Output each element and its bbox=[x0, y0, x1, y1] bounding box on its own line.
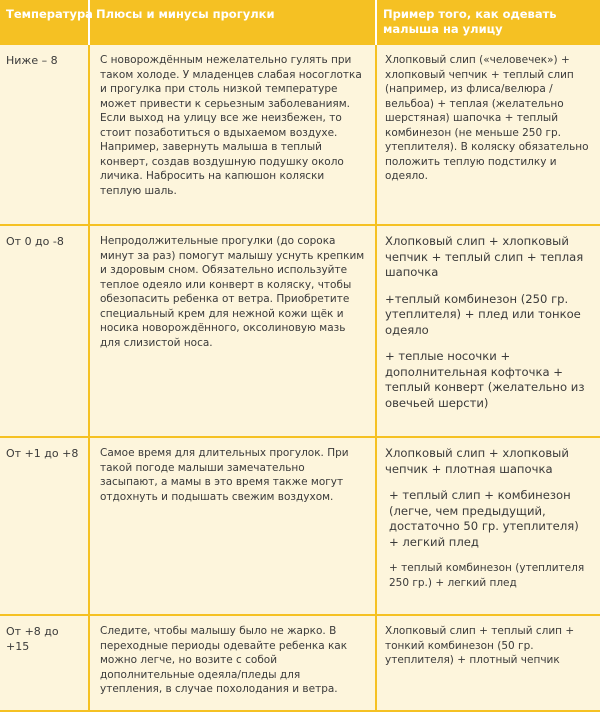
table-row bbox=[0, 225, 600, 437]
table-header-row bbox=[0, 0, 600, 45]
table-row bbox=[0, 615, 600, 711]
dress-item: +теплый комбинезон (250 гр. утеплителя) + плед или тонкое одеяло bbox=[385, 291, 581, 337]
dress-cell bbox=[376, 45, 600, 225]
temperature-cell: От +8 до +15 bbox=[0, 615, 89, 711]
pros-cons-cell: Следите, чтобы малышу было не жарко. В переходные периоды одевайте ребенка как можно легче, но возите с собой дополнительные одеяла/пледы для утепления, в случае похолодания и ветра. bbox=[89, 615, 376, 711]
header-pros-cons: Плюсы и минусы прогулки bbox=[89, 0, 376, 45]
dress-cell bbox=[376, 437, 600, 615]
temperature-cell: От +1 до +8 bbox=[0, 437, 89, 615]
dress-item: Хлопковый слип + хлопковый чепчик + плотная шапочка bbox=[385, 446, 569, 476]
dress-item: + теплые носочки + дополнительная кофточка + теплый конверт (желательно из овечьей шерсти) bbox=[385, 349, 585, 410]
dress-item: + теплый слип + комбинезон (легче, чем предыдущий, достаточно 50 гр. утеплителя) + легкий плед bbox=[389, 488, 579, 549]
dress-cell bbox=[376, 225, 600, 437]
temperature-cell: От 0 до -8 bbox=[0, 225, 89, 437]
pros-cons-cell: Непродолжительные прогулки (до сорока минут за раз) помогут малышу уснуть крепким и здоровым сном. Обязательно используйте теплое одеяло или конверт в коляску, чтобы обезопасить ребенка от ветра. Приобретите специальный крем для нежной кожи щёк и носика новорождённого, оксолиновую мазь для слизистой носа. bbox=[89, 225, 376, 437]
dress-item: Хлопковый слип («человечек») + хлопковый чепчик + теплый слип (например, из флиса/велюра /вельбоа) + теплая (желательно шерстяная) шапочка + теплый комбинезон (не меньше 250 гр. утеплителя). В коляску обязательно положить теплую подстилку и одеяло. bbox=[385, 54, 589, 182]
pros-cons-cell: С новорождённым нежелательно гулять при таком холоде. У младенцев слабая носоглотка и прогулка при столь низкой температуре может привести к серьезным заболеваниям. Если выход на улицу все же неизбежен, то стоит позаботиться о вдыхаемом воздухе. Например, завернуть малыша в теплый конверт, создав воздушную подушку около личика. Набросить на капюшон коляски теплую шаль. bbox=[89, 45, 376, 225]
dress-item: Хлопковый слип + хлопковый чепчик + теплый слип + теплая шапочка bbox=[385, 234, 584, 279]
dress-item: + теплый комбинезон (утеплителя 250 гр.) + легкий плед bbox=[389, 562, 585, 589]
header-temperature: Температура bbox=[0, 0, 89, 45]
dress-item: Хлопковый слип + теплый слип + тонкий комбинезон (50 гр. утеплителя) + плотный чепчик bbox=[385, 625, 575, 666]
pros-cons-cell: Самое время для длительных прогулок. При такой погоде малыши замечательно засыпают, а мамы в это время также могут отдохнуть и подышать свежим воздухом. bbox=[89, 437, 376, 615]
header-dress-example: Пример того, как одевать малыша на улицу bbox=[376, 0, 600, 45]
temperature-cell: Ниже – 8 bbox=[0, 45, 89, 225]
table-row bbox=[0, 437, 600, 615]
table-row bbox=[0, 45, 600, 225]
dress-cell bbox=[376, 615, 600, 711]
